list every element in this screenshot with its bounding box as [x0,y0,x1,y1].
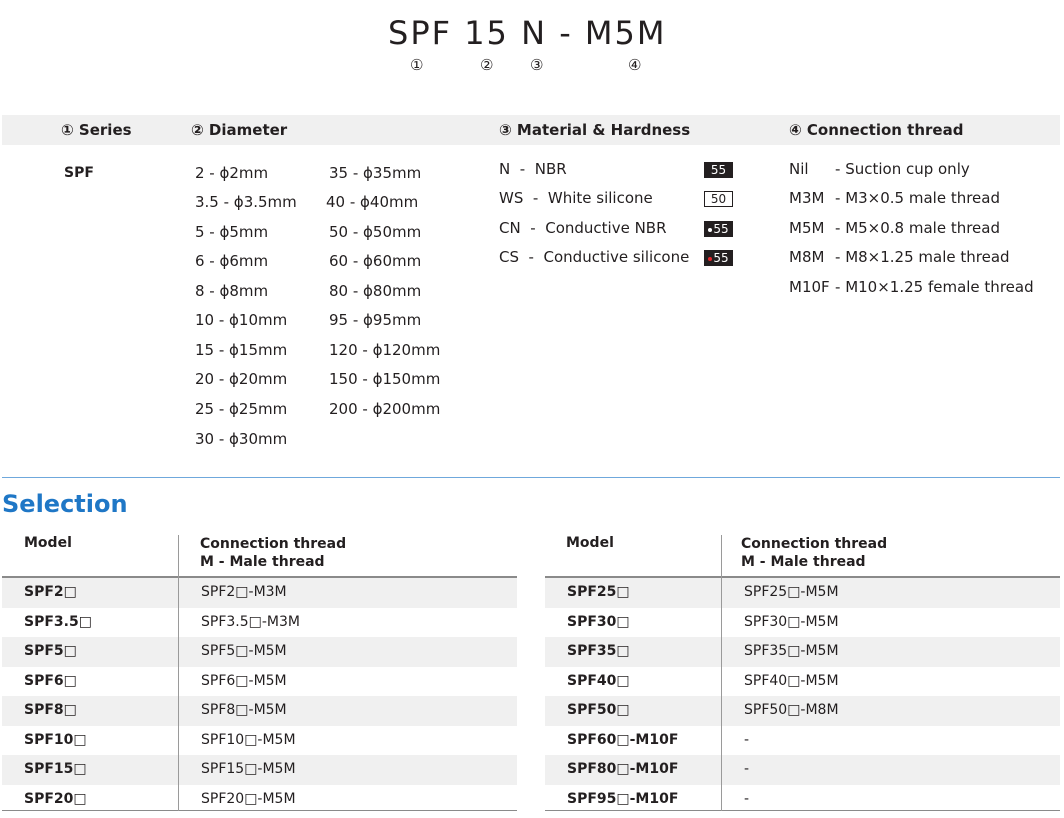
thread-item: M5M - M5×0.8 male thread [789,219,1000,237]
material-sep: - [525,219,541,237]
material-name: Conductive NBR [545,219,667,237]
header-material: ③ Material & Hardness [499,121,691,139]
material-item [499,219,667,237]
diameter-item: 10 - ϕ10mm [195,311,288,329]
header-rule [545,576,1060,578]
section-divider [2,477,1060,478]
table-row: SPF50□ SPF50□-M8M [545,696,1060,726]
model-code: SPF 15 N - M5M [388,14,667,52]
thread-item: M8M - M8×1.25 male thread [789,248,1010,266]
diameter-item: 35 - ϕ35mm [329,164,422,182]
table-row: SPF30□ SPF30□-M5M [567,613,839,630]
material-code: N [499,160,511,178]
material-name: NBR [534,160,567,178]
table-row: SPF80□-M10F - [545,755,1060,785]
material-name: White silicone [547,189,653,207]
table-row: SPF3.5□ SPF3.5□-M3M [24,613,300,630]
hardness-badge: 55 [704,162,733,178]
material-item [499,248,689,266]
selection-title: Selection [2,490,128,518]
thread-code: M5M [789,219,825,237]
header-diameter: ② Diameter [191,121,288,139]
material-name: Conductive silicone [543,248,690,266]
series-value: SPF [64,165,94,181]
column-header-model: Model [24,535,72,551]
table-row: SPF10□ SPF10□-M5M [24,731,296,748]
thread-item: M3M - M3×0.5 male thread [789,189,1000,207]
table-row: SPF8□ SPF8□-M5M [2,696,517,726]
selection-table-left [2,533,517,813]
column-header-connection: Connection thread M - Male thread [741,536,888,570]
thread-desc: M3×0.5 male thread [845,189,1000,207]
thread-code: M10F [789,278,830,296]
code-marker-3: ③ [530,56,544,74]
thread-desc: M10×1.25 female thread [845,278,1034,296]
table-row: SPF25□ SPF25□-M5M [545,578,1060,608]
conductive-dot-icon [708,228,712,232]
diameter-item: 120 - ϕ120mm [329,341,441,359]
thread-item: Nil - Suction cup only [789,160,970,178]
diameter-item: 60 - ϕ60mm [329,252,422,270]
conductive-dot-icon [708,257,712,261]
bottom-rule [2,810,517,811]
table-row: SPF60□-M10F - [567,731,750,748]
diameter-item: 8 - ϕ8mm [195,282,269,300]
table-row: SPF95□-M10F - [567,790,750,807]
thread-desc: M5×0.8 male thread [845,219,1000,237]
table-row: SPF2□ SPF2□-M3M [2,578,517,608]
bottom-rule [545,810,1060,811]
header-series: ① Series [61,121,132,139]
code-marker-4: ④ [628,56,642,74]
code-marker-2: ② [480,56,494,74]
hardness-badge: 55 [704,250,733,266]
diameter-item: 15 - ϕ15mm [195,341,288,359]
column-divider [721,535,722,811]
diameter-item: 150 - ϕ150mm [329,370,441,388]
thread-item: M10F - M10×1.25 female thread [789,278,1034,296]
column-header-connection: Connection thread M - Male thread [200,536,347,570]
selection-table-right [545,533,1060,813]
header-rule [2,576,517,578]
table-row: SPF40□ SPF40□-M5M [567,672,839,689]
thread-code: M3M [789,189,825,207]
thread-code: Nil [789,160,809,178]
table-row: SPF15□ SPF15□-M5M [2,755,517,785]
hardness-badge: 50 [704,191,733,207]
table-row: SPF5□ SPF5□-M5M [2,637,517,667]
material-sep: - [515,160,530,178]
diameter-item: 95 - ϕ95mm [329,311,422,329]
diameter-item: 20 - ϕ20mm [195,370,288,388]
table-row: SPF35□ SPF35□-M5M [545,637,1060,667]
diameter-item: 200 - ϕ200mm [329,400,441,418]
diameter-item: 2 - ϕ2mm [195,164,269,182]
diameter-item: 3.5 - ϕ3.5mm [195,193,297,211]
table-row: SPF20□ SPF20□-M5M [24,790,296,807]
material-item [499,160,567,178]
material-sep: - [528,189,544,207]
diameter-item: 40 - ϕ40mm [326,193,419,211]
diameter-item: 50 - ϕ50mm [329,223,422,241]
material-code: CS [499,248,519,266]
diameter-item: 80 - ϕ80mm [329,282,422,300]
header-thread: ④ Connection thread [789,121,964,139]
material-code: CN [499,219,521,237]
code-marker-1: ① [410,56,424,74]
thread-code: M8M [789,248,825,266]
material-sep: - [523,248,539,266]
column-divider [178,535,179,811]
thread-desc: M8×1.25 male thread [845,248,1010,266]
diameter-item: 30 - ϕ30mm [195,430,288,448]
diameter-item: 6 - ϕ6mm [195,252,269,270]
thread-desc: Suction cup only [845,160,970,178]
table-row: SPF6□ SPF6□-M5M [24,672,287,689]
diameter-item: 5 - ϕ5mm [195,223,269,241]
column-header-model: Model [566,535,614,551]
diameter-item: 25 - ϕ25mm [195,400,288,418]
material-item [499,189,653,207]
material-code: WS [499,189,524,207]
hardness-badge: 55 [704,221,733,237]
